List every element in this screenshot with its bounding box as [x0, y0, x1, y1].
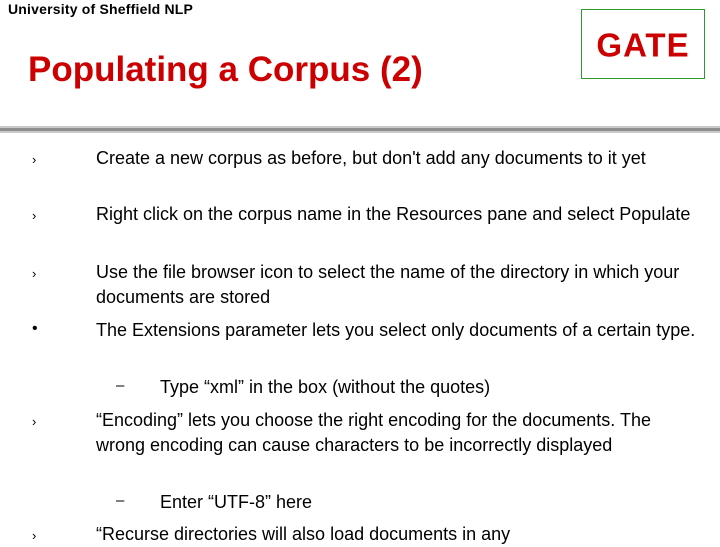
gate-logo-text: GATE [596, 26, 690, 64]
bullet-marker: • [32, 320, 38, 337]
bullet-text: “Recurse directories will also load documents in any [96, 524, 511, 544]
bullet-text: The Extensions parameter lets you select only documents of a certain type. [96, 320, 696, 340]
bullet-text: Create a new corpus as before, but don't add any documents to it yet [96, 148, 646, 168]
bullet-marker: › [32, 414, 37, 429]
sub-bullet-text: Enter “UTF-8” here [160, 492, 313, 512]
bullet-marker: › [32, 528, 37, 543]
bullet-text: Use the file browser icon to select the name of the directory in which your documents are stored [96, 262, 680, 307]
header-organization: University of Sheffield NLP [8, 1, 194, 17]
bullet-marker: › [32, 208, 37, 223]
sub-bullet-text: Type “xml” in the box (without the quotes) [160, 377, 491, 397]
sub-bullet-marker: – [116, 377, 125, 394]
bullet-marker: › [32, 266, 37, 281]
sub-bullet-marker: – [116, 492, 125, 509]
bullet-text: Right click on the corpus name in the Resources pane and select Populate [96, 204, 691, 224]
slide-title: Populating a Corpus (2) [28, 50, 423, 89]
bullet-text: “Encoding” lets you choose the right encoding for the documents. The wrong encoding can cause characters to be incorrectly displayed [96, 410, 652, 455]
bullet-marker: › [32, 152, 37, 167]
